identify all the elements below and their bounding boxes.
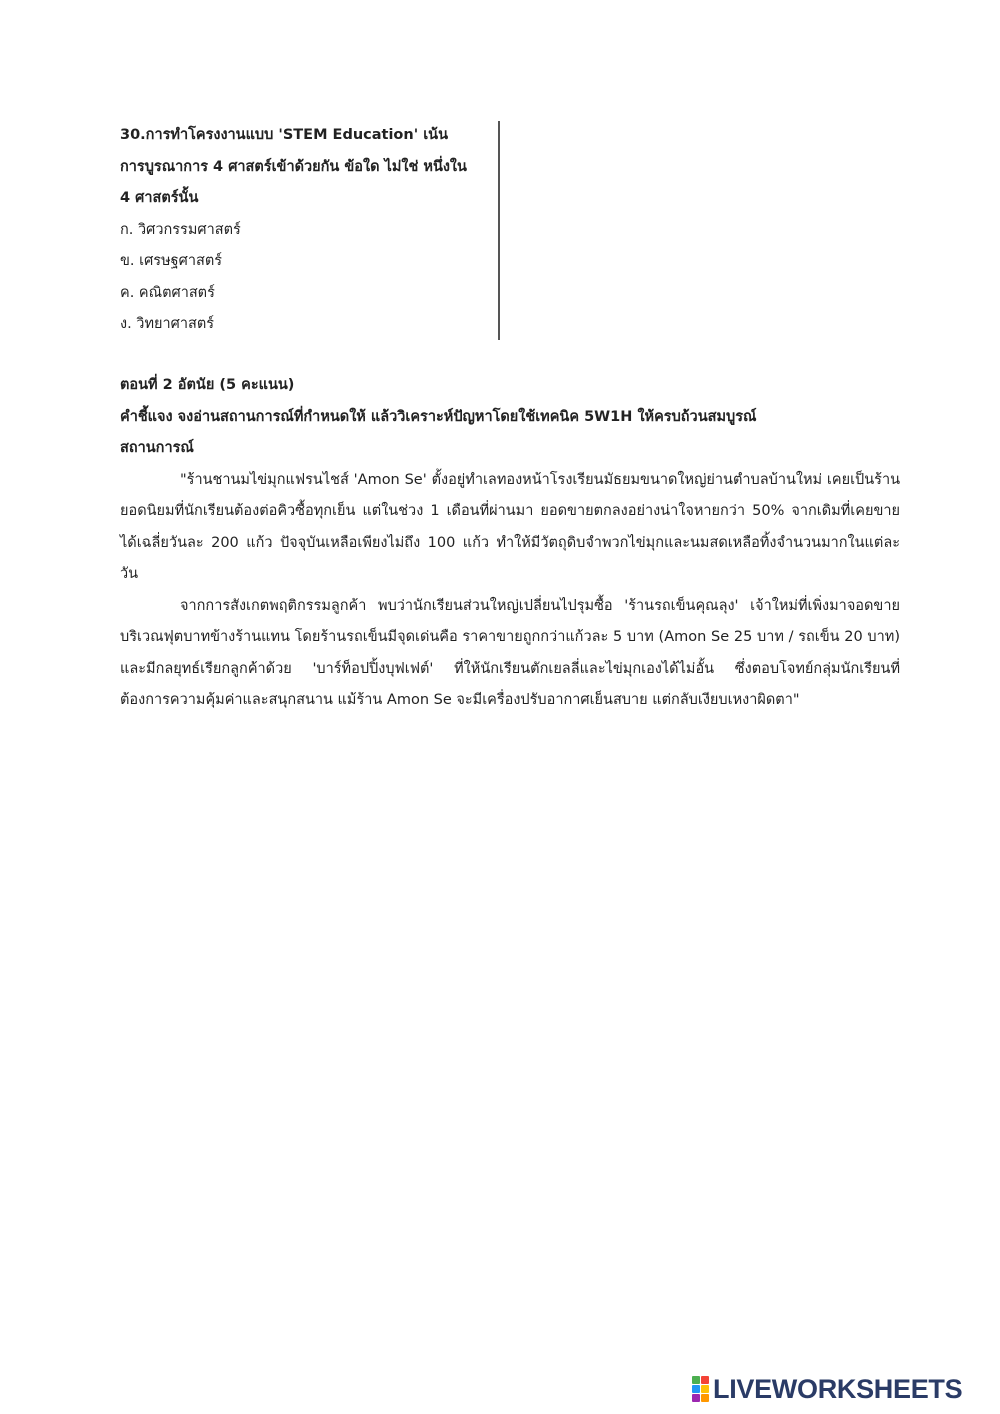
scenario-paragraph-2: จากการสังเกตพฤติกรรมลูกค้า พบว่านักเรียนส่วนใหญ่เปลี่ยนไปรุมซื้อ 'ร้านรถเข็นคุณลุง' เจ้าใหม่ที่เพิ่งมาจอดขายบริเวณฟุตบาทข้างร้านแทน โดยร้านรถเข็นมีจุดเด่นคือ ราคาขายถูกกว่าแก้วละ 5 บาท (Amon Se 25 บาท / รถเข็น 20 บาท) และมีกลยุทธ์เรียกลูกค้าด้วย 'บาร์ท็อปปิ้งบุฟเฟต์' ที่ให้นักเรียนตักเยลลี่และไข่มุกเองได้ไม่อั้น ซึ่งตอบโจทย์กลุ่มนักเรียนที่ต้องการความคุ้มค่าและสนุกสนาน แม้ร้าน Amon Se จะมีเครื่องปรับอากาศเย็นสบาย แต่กลับเงียบเหงาผิดตา" (120, 597, 900, 708)
part2-instruction: คำชี้แจง จงอ่านสถานการณ์ที่กำหนดให้ แล้ววิเคราะห์ปัญหาโดยใช้เทคนิค 5W1H ให้ครบถ้วนสมบูรณ์ (120, 408, 757, 425)
logo-square (692, 1394, 700, 1402)
liveworksheets-logo-icon (692, 1376, 709, 1402)
liveworksheets-logo (692, 1374, 962, 1404)
logo-square (692, 1376, 700, 1384)
question-30 (120, 120, 480, 341)
option-b[interactable]: ข. เศรษฐศาสตร์ (120, 253, 223, 269)
scenario-label: สถานการณ์ (120, 440, 194, 456)
question-stem-line: การบูรณาการ 4 ศาสตร์เข้าด้วยกัน ข้อใด ไม่ใช่ หนึ่งใน (120, 158, 467, 175)
part2-heading: ตอนที่ 2 อัตนัย (5 คะแนน) (120, 377, 295, 393)
part2-section (120, 370, 900, 717)
question-stem-line: 4 ศาสตร์นั้น (120, 190, 199, 206)
option-a[interactable]: ก. วิศวกรรมศาสตร์ (120, 221, 241, 238)
option-d[interactable]: ง. วิทยาศาสตร์ (120, 316, 215, 332)
logo-text: LIVEWORKSHEETS (713, 1373, 963, 1404)
logo-square (701, 1376, 709, 1384)
logo-square (701, 1385, 709, 1393)
question-stem-line: 30.การทำโครงงานแบบ 'STEM Education' เน้น (120, 127, 448, 143)
logo-square (692, 1385, 700, 1393)
scenario-paragraph-1: "ร้านชานมไข่มุกแฟรนไชส์ 'Amon Se' ตั้งอยู่ทำเลทองหน้าโรงเรียนมัธยมขนาดใหญ่ย่านตำบลบ้านใหม่ เคยเป็นร้านยอดนิยมที่นักเรียนต้องต่อคิวซื้อทุกเย็น แต่ในช่วง 1 เดือนที่ผ่านมา ยอดขายตกลงอย่างน่าใจหายกว่า 50% จากเดิมที่เคยขายได้เฉลี่ยวันละ 200 แก้ว ปัจจุบันเหลือเพียงไม่ถึง 100 แก้ว ทำให้มีวัตถุดิบจำพวกไข่มุกและนมสดเหลือทิ้งจำนวนมากในแต่ละวัน (120, 471, 900, 582)
column-divider (498, 121, 500, 340)
logo-square (701, 1394, 709, 1402)
option-c[interactable]: ค. คณิตศาสตร์ (120, 284, 215, 301)
